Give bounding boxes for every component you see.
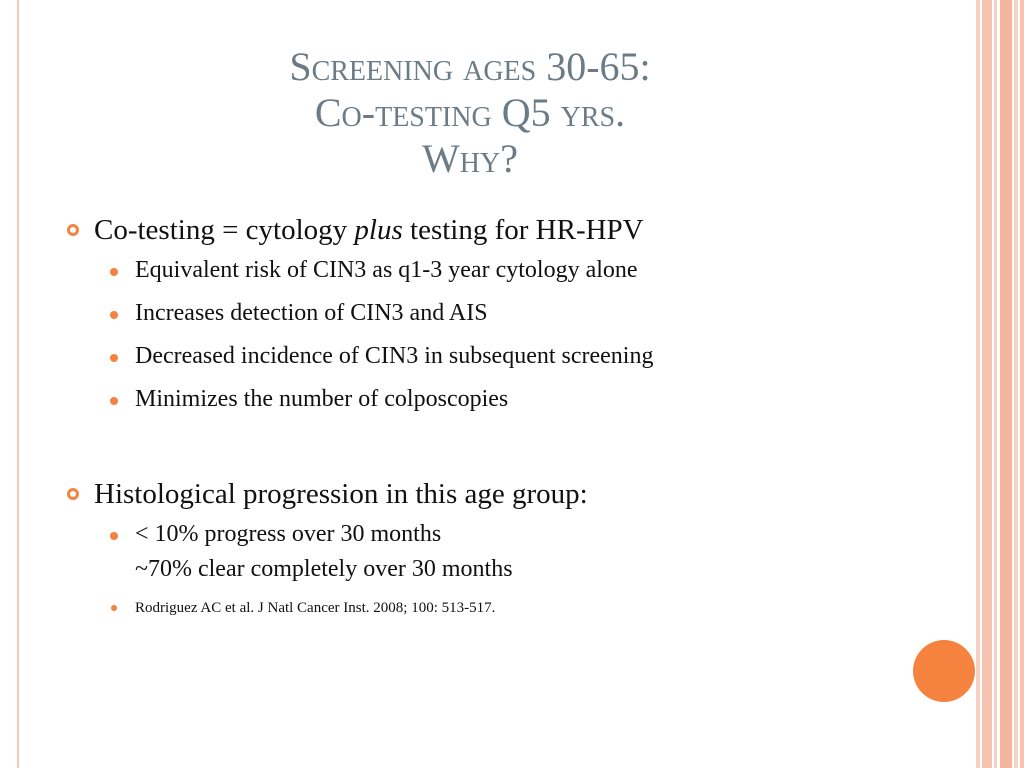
stripe (976, 0, 980, 768)
slide-content (64, 210, 924, 618)
title-line-3: Why? (422, 136, 518, 181)
bullet-text-emphasis: plus (354, 214, 403, 246)
left-frame-line (17, 0, 19, 768)
dot-bullet-icon (111, 605, 117, 611)
stripe (1020, 0, 1024, 768)
sub-bullet-text: Equivalent risk of CIN3 as q1-3 year cytology alone (135, 257, 638, 283)
stripe (982, 0, 992, 768)
citation-text: Rodriguez AC et al. J Natl Cancer Inst. 2008; 100: 513-517. (135, 600, 496, 616)
sub-bullet-text: Decreased incidence of CIN3 in subsequent screening (135, 343, 654, 369)
dot-bullet-icon (110, 268, 118, 276)
bullet-cotesting (64, 210, 924, 250)
sub-bullet-1 (64, 256, 924, 285)
sub-bullet-4 (64, 385, 924, 414)
sub-bullet-line-2: ~70% clear completely over 30 months (135, 556, 513, 582)
dot-bullet-icon (110, 397, 118, 405)
dot-bullet-icon (110, 354, 118, 362)
dot-bullet-icon (110, 532, 118, 540)
bullet-text-after: testing for HR-HPV (402, 214, 644, 246)
bullet-histological (64, 474, 924, 514)
decorative-orange-circle (913, 640, 975, 702)
slide-title (160, 44, 780, 182)
title-line-1: Screening ages 30-65: (289, 44, 651, 89)
bullet-text: Histological progression in this age group: (94, 478, 588, 510)
dot-bullet-icon (110, 311, 118, 319)
stripe (1000, 0, 1012, 768)
ring-bullet-icon (67, 488, 79, 500)
title-line-2: Co-testing Q5 yrs. (314, 90, 626, 135)
bullet-text-before: Co-testing = cytology (94, 214, 355, 246)
right-decorative-stripes (976, 0, 1024, 768)
sub-bullet-text: Increases detection of CIN3 and AIS (135, 300, 488, 326)
ring-bullet-icon (67, 224, 79, 236)
sub-bullet-text: Minimizes the number of colposcopies (135, 386, 509, 412)
sub-bullet-line-1: < 10% progress over 30 months (135, 521, 442, 547)
sub-bullet-citation (64, 598, 924, 618)
stripe (1014, 0, 1018, 768)
sub-bullet-2 (64, 299, 924, 328)
stripe (994, 0, 997, 768)
sub-bullet-3 (64, 342, 924, 371)
sub-bullet-progression (64, 520, 924, 584)
